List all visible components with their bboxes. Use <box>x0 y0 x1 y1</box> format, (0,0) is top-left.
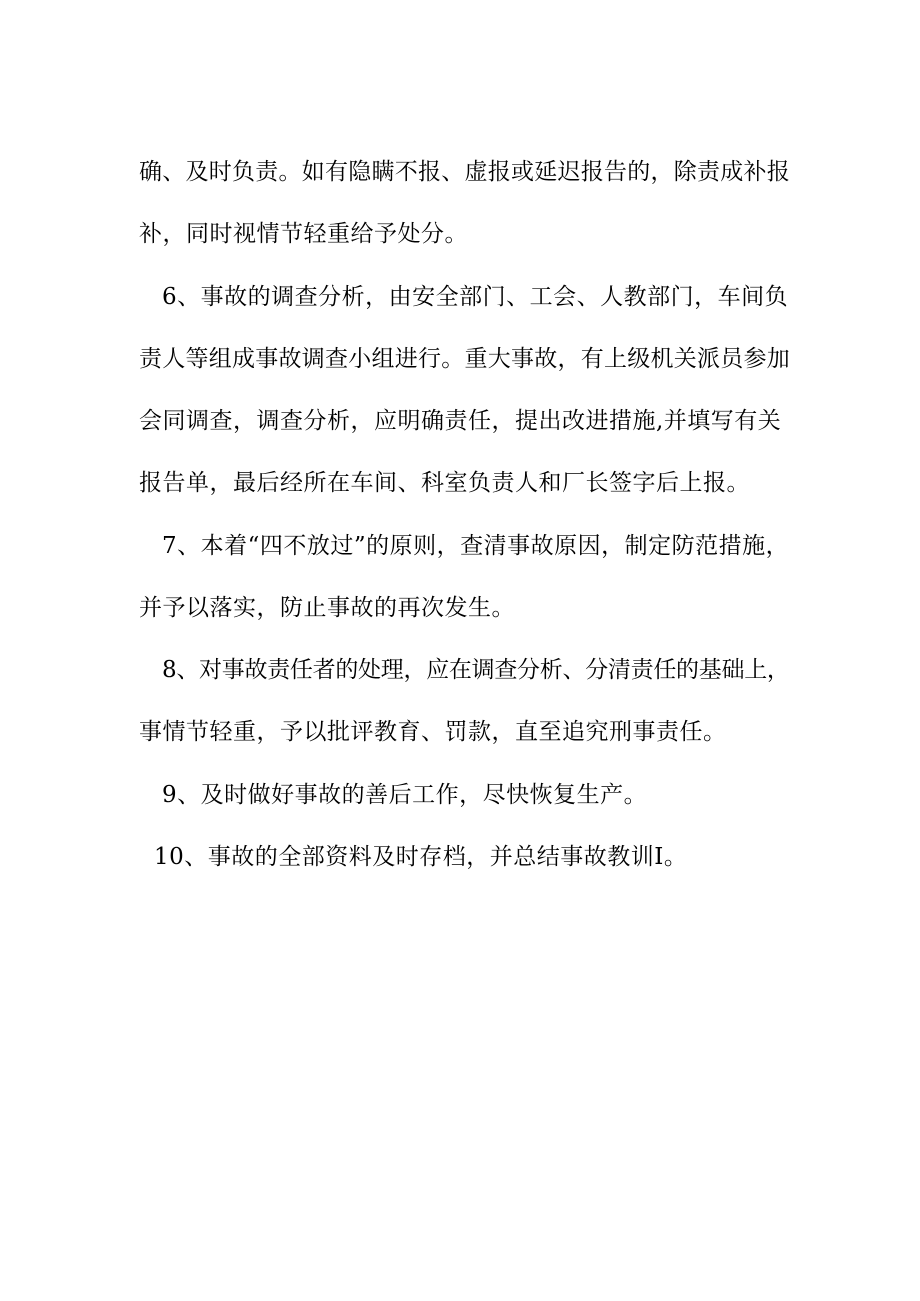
text-line: 责人等组成事故调查小组进行。重大事故，有上级机关派员参加 <box>139 346 790 372</box>
text-line: 并予以落实，防止事故的再次发生。 <box>139 595 515 621</box>
text-line: 6、事故的调查分析，由安全部门、工会、人教部门，车间负 <box>162 284 789 310</box>
text-line: 事情节轻重，予以批评教育、罚款，直至追究刑事责任。 <box>139 719 727 745</box>
text-line: 8、对事故责任者的处理，应在调查分析、分清责任的基础上， <box>162 657 790 683</box>
text-line: 10、事故的全部资料及时存档，并总结事故教训I。 <box>154 844 688 870</box>
text-line: 确、及时负责。如有隐瞒不报、虚报或延迟报告的，除责成补报 <box>139 159 790 185</box>
text-line: 报告单，最后经所在车间、科室负责人和厂长签字后上报。 <box>139 470 750 496</box>
text-line: 7、本着“四不放过”的原则，查清事故原因，制定防范措施， <box>162 533 790 559</box>
text-line: 会同调查，调查分析，应明确责任，提出改进措施,并填写有关 <box>139 408 782 434</box>
text-line: 9、及时做好事故的善后工作，尽快恢复生产。 <box>162 782 648 808</box>
text-line: 补，同时视情节轻重给予处分。 <box>139 221 468 247</box>
